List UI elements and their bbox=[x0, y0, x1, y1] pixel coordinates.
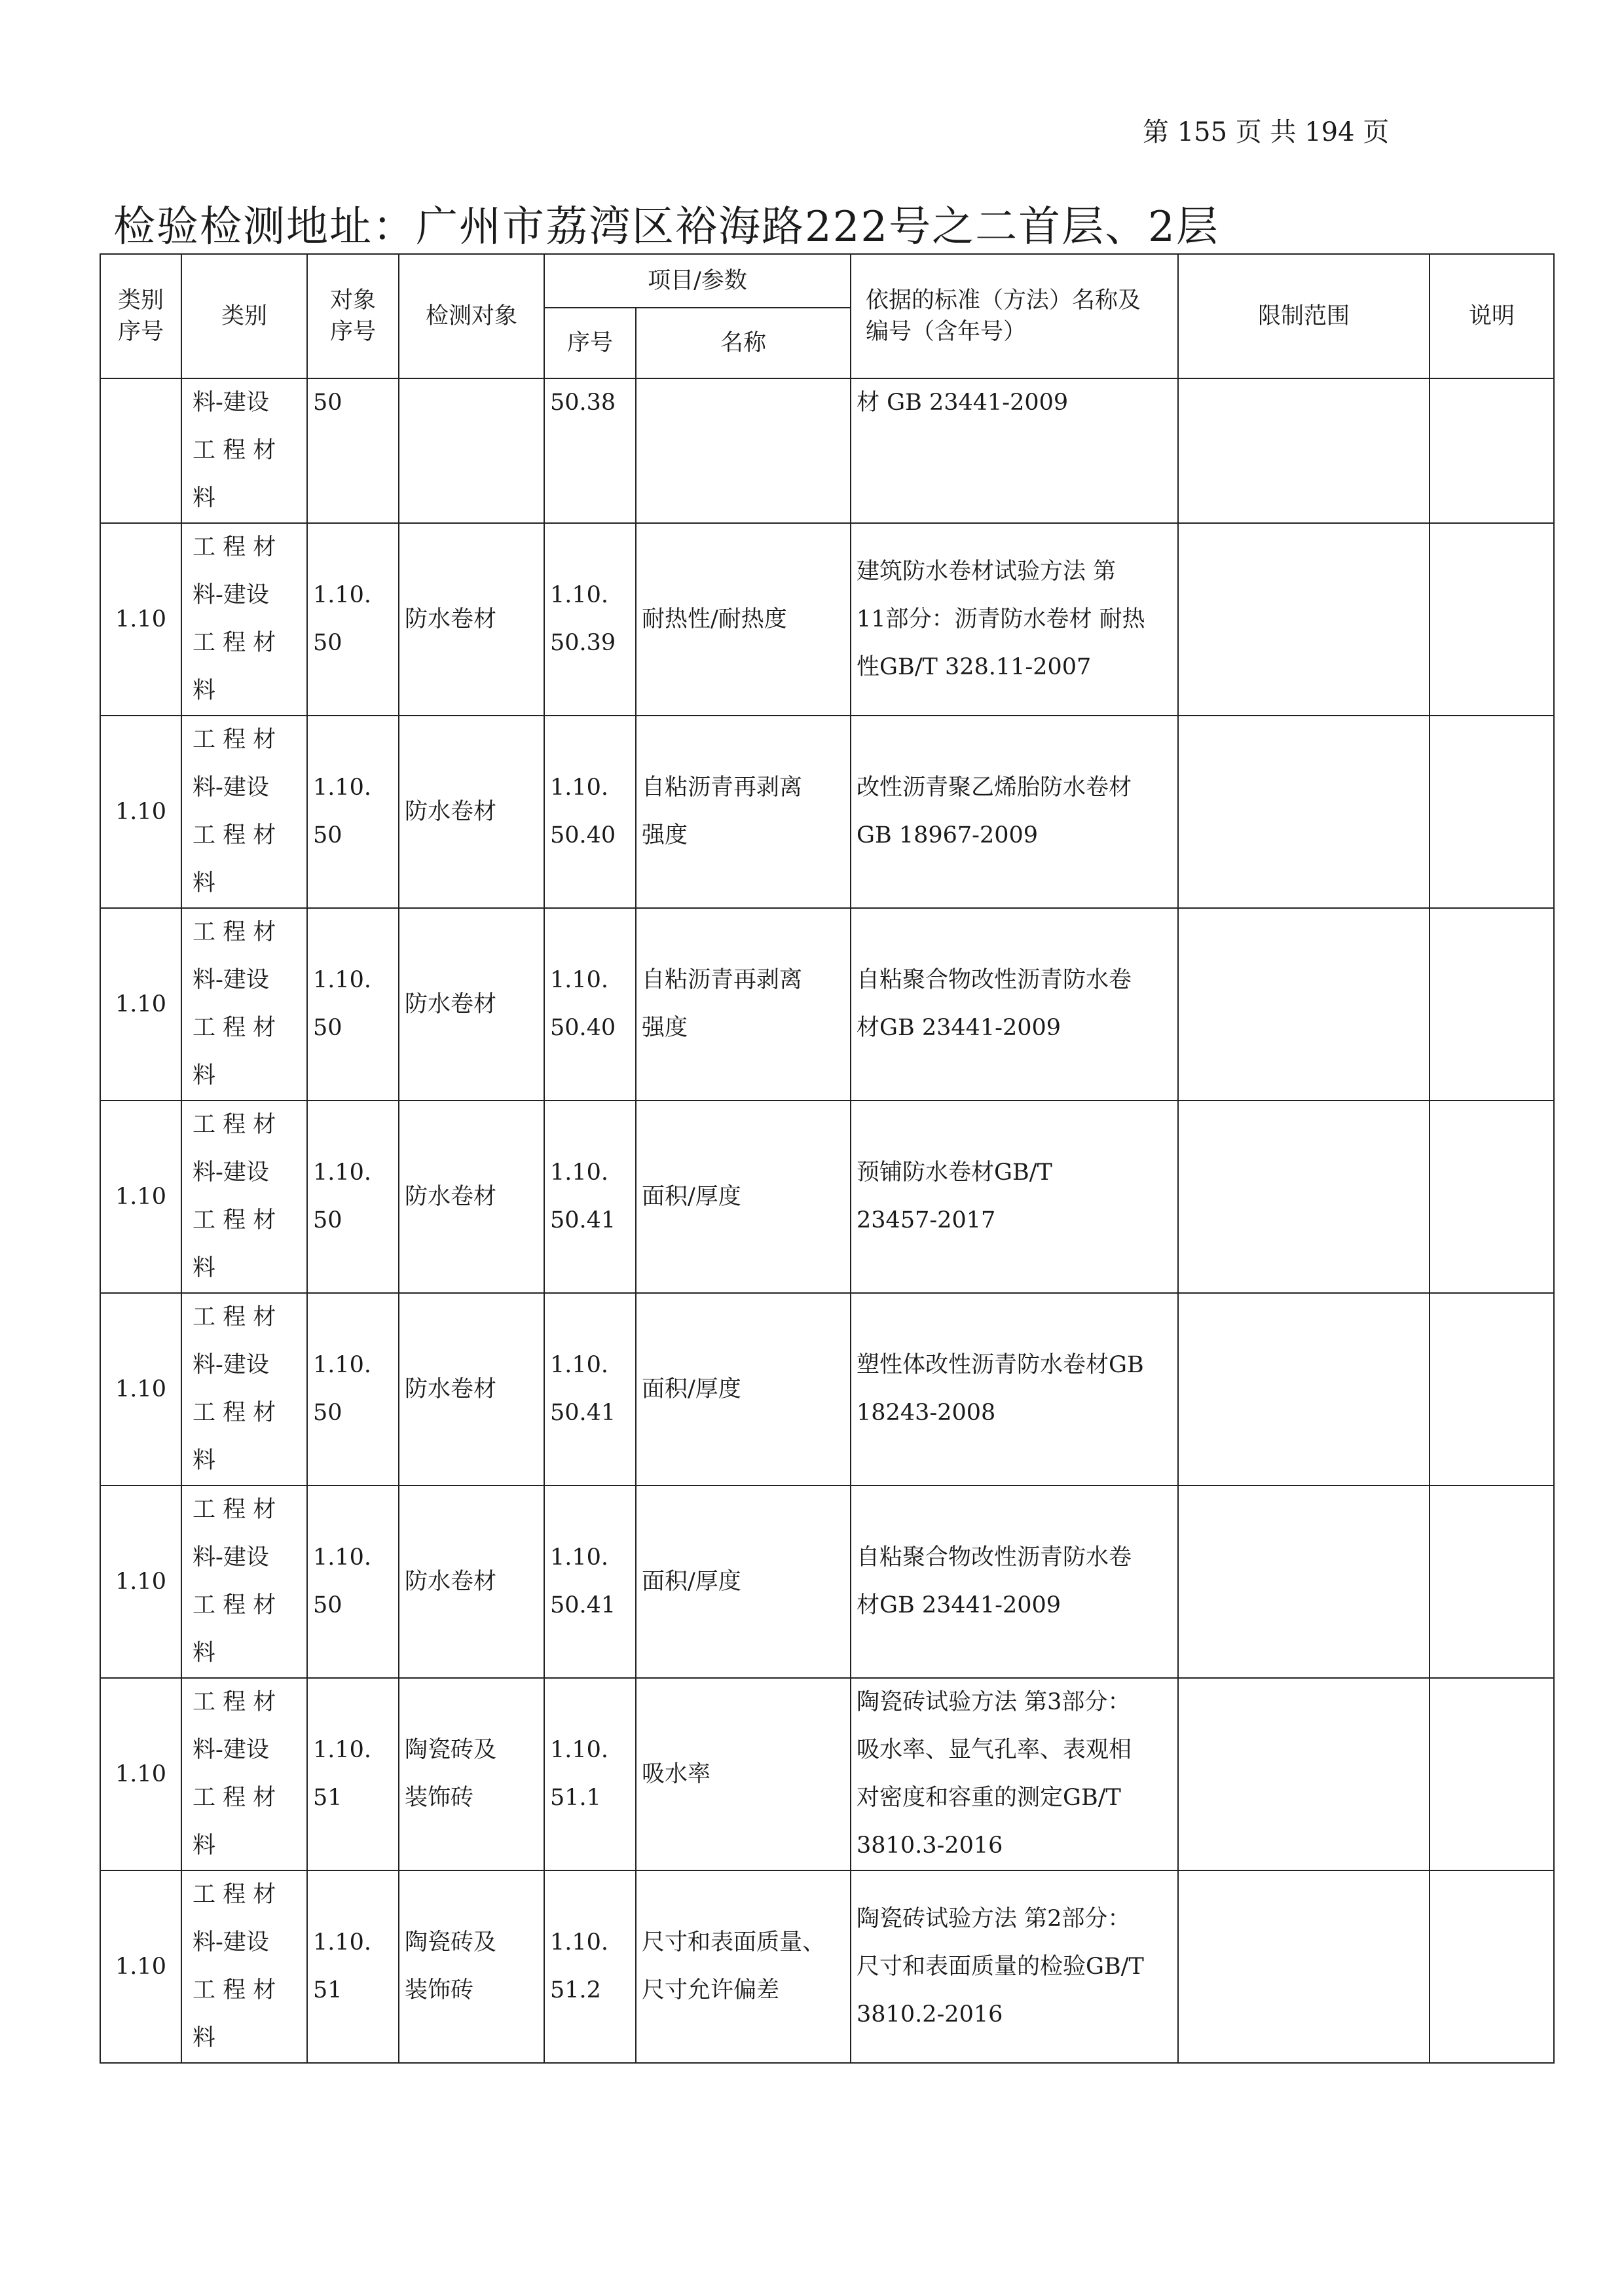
col-param-name: 名称 bbox=[636, 308, 851, 378]
cell-object: 防水卷材 bbox=[399, 1101, 544, 1293]
cell-standard: 自粘聚合物改性沥青防水卷 材GB 23441-2009 bbox=[851, 908, 1178, 1101]
cell-object: 防水卷材 bbox=[399, 523, 544, 716]
cell-standard: 材 GB 23441-2009 bbox=[851, 378, 1178, 523]
cell-obj-no: 1.10. 50 bbox=[307, 1293, 399, 1485]
table-row bbox=[100, 1485, 1554, 1678]
cell-standard: 自粘聚合物改性沥青防水卷 材GB 23441-2009 bbox=[851, 1485, 1178, 1678]
cell-note bbox=[1430, 716, 1554, 908]
table-row bbox=[100, 1678, 1554, 1870]
cell-param-no: 1.10. 50.41 bbox=[544, 1101, 636, 1293]
col-param-group: 项目/参数 bbox=[544, 254, 851, 308]
cell-object: 防水卷材 bbox=[399, 1293, 544, 1485]
cell-param-no: 1.10. 50.39 bbox=[544, 523, 636, 716]
table-row bbox=[100, 523, 1554, 716]
table-row bbox=[100, 716, 1554, 908]
cell-param-no: 1.10. 50.40 bbox=[544, 716, 636, 908]
col-note: 说明 bbox=[1430, 254, 1554, 378]
col-category: 类别 bbox=[181, 254, 307, 378]
cell-obj-no: 1.10. 51 bbox=[307, 1678, 399, 1870]
col-cat-no: 类别 序号 bbox=[100, 254, 181, 378]
cell-obj-no: 50 bbox=[307, 378, 399, 523]
cell-param-name: 面积/厚度 bbox=[636, 1485, 851, 1678]
cell-param-name: 面积/厚度 bbox=[636, 1293, 851, 1485]
cell-note bbox=[1430, 523, 1554, 716]
cell-param-name: 自粘沥青再剥离 强度 bbox=[636, 716, 851, 908]
cell-param-no: 50.38 bbox=[544, 378, 636, 523]
cell-cat-no: 1.10 bbox=[100, 908, 181, 1101]
cell-cat-no bbox=[100, 378, 181, 523]
cell-cat-no: 1.10 bbox=[100, 716, 181, 908]
cell-obj-no: 1.10. 50 bbox=[307, 523, 399, 716]
cell-object: 防水卷材 bbox=[399, 1485, 544, 1678]
cell-category: 工 程 材 料-建设 工 程 材 料 bbox=[181, 1485, 307, 1678]
cell-limit bbox=[1178, 908, 1430, 1101]
cell-note bbox=[1430, 1101, 1554, 1293]
testing-address: 检验检测地址：广州市荔湾区裕海路222号之二首层、2层 bbox=[113, 203, 1219, 251]
col-param-no: 序号 bbox=[544, 308, 636, 378]
cell-param-name bbox=[636, 378, 851, 523]
table-row bbox=[100, 1293, 1554, 1485]
cell-limit bbox=[1178, 378, 1430, 523]
cell-limit bbox=[1178, 1101, 1430, 1293]
cell-category: 料-建设 工 程 材 料 bbox=[181, 378, 307, 523]
cell-standard: 预铺防水卷材GB/T 23457-2017 bbox=[851, 1101, 1178, 1293]
cell-note bbox=[1430, 1485, 1554, 1678]
col-limit: 限制范围 bbox=[1178, 254, 1430, 378]
table-row bbox=[100, 378, 1554, 523]
cell-limit bbox=[1178, 1870, 1430, 2063]
cell-category: 工 程 材 料-建设 工 程 材 料 bbox=[181, 1870, 307, 2063]
cell-object: 防水卷材 bbox=[399, 908, 544, 1101]
scope-table bbox=[100, 253, 1555, 2064]
cell-limit bbox=[1178, 1678, 1430, 1870]
cell-category: 工 程 材 料-建设 工 程 材 料 bbox=[181, 1293, 307, 1485]
cell-param-no: 1.10. 50.41 bbox=[544, 1293, 636, 1485]
cell-standard: 建筑防水卷材试验方法 第 11部分：沥青防水卷材 耐热 性GB/T 328.11-2007 bbox=[851, 523, 1178, 716]
col-obj-no: 对象 序号 bbox=[307, 254, 399, 378]
cell-standard: 改性沥青聚乙烯胎防水卷材 GB 18967-2009 bbox=[851, 716, 1178, 908]
cell-cat-no: 1.10 bbox=[100, 1485, 181, 1678]
page-number: 第 155 页 共 194 页 bbox=[1143, 117, 1390, 147]
cell-object bbox=[399, 378, 544, 523]
table-row bbox=[100, 1101, 1554, 1293]
cell-object: 陶瓷砖及 装饰砖 bbox=[399, 1678, 544, 1870]
cell-object: 陶瓷砖及 装饰砖 bbox=[399, 1870, 544, 2063]
cell-obj-no: 1.10. 50 bbox=[307, 716, 399, 908]
cell-param-name: 尺寸和表面质量、 尺寸允许偏差 bbox=[636, 1870, 851, 2063]
cell-cat-no: 1.10 bbox=[100, 1293, 181, 1485]
cell-param-no: 1.10. 51.2 bbox=[544, 1870, 636, 2063]
cell-param-name: 自粘沥青再剥离 强度 bbox=[636, 908, 851, 1101]
cell-limit bbox=[1178, 1485, 1430, 1678]
cell-cat-no: 1.10 bbox=[100, 523, 181, 716]
cell-category: 工 程 材 料-建设 工 程 材 料 bbox=[181, 716, 307, 908]
col-standard: 依据的标准（方法）名称及 编号（含年号） bbox=[851, 254, 1178, 378]
cell-obj-no: 1.10. 50 bbox=[307, 908, 399, 1101]
cell-standard: 塑性体改性沥青防水卷材GB 18243-2008 bbox=[851, 1293, 1178, 1485]
cell-param-no: 1.10. 51.1 bbox=[544, 1678, 636, 1870]
cell-standard: 陶瓷砖试验方法 第2部分： 尺寸和表面质量的检验GB/T 3810.2-2016 bbox=[851, 1870, 1178, 2063]
cell-cat-no: 1.10 bbox=[100, 1101, 181, 1293]
cell-limit bbox=[1178, 1293, 1430, 1485]
cell-param-no: 1.10. 50.41 bbox=[544, 1485, 636, 1678]
cell-limit bbox=[1178, 716, 1430, 908]
cell-category: 工 程 材 料-建设 工 程 材 料 bbox=[181, 523, 307, 716]
cell-obj-no: 1.10. 50 bbox=[307, 1485, 399, 1678]
cell-note bbox=[1430, 378, 1554, 523]
cell-note bbox=[1430, 908, 1554, 1101]
col-object: 检测对象 bbox=[399, 254, 544, 378]
table-row bbox=[100, 908, 1554, 1101]
cell-object: 防水卷材 bbox=[399, 716, 544, 908]
cell-category: 工 程 材 料-建设 工 程 材 料 bbox=[181, 1678, 307, 1870]
cell-category: 工 程 材 料-建设 工 程 材 料 bbox=[181, 908, 307, 1101]
table-row bbox=[100, 1870, 1554, 2063]
cell-limit bbox=[1178, 523, 1430, 716]
cell-note bbox=[1430, 1678, 1554, 1870]
cell-category: 工 程 材 料-建设 工 程 材 料 bbox=[181, 1101, 307, 1293]
cell-obj-no: 1.10. 51 bbox=[307, 1870, 399, 2063]
cell-standard: 陶瓷砖试验方法 第3部分： 吸水率、显气孔率、表观相 对密度和容重的测定GB/T 3810.3-2016 bbox=[851, 1678, 1178, 1870]
cell-cat-no: 1.10 bbox=[100, 1678, 181, 1870]
cell-obj-no: 1.10. 50 bbox=[307, 1101, 399, 1293]
cell-cat-no: 1.10 bbox=[100, 1870, 181, 2063]
cell-note bbox=[1430, 1293, 1554, 1485]
cell-param-name: 吸水率 bbox=[636, 1678, 851, 1870]
cell-param-name: 耐热性/耐热度 bbox=[636, 523, 851, 716]
cell-note bbox=[1430, 1870, 1554, 2063]
cell-param-name: 面积/厚度 bbox=[636, 1101, 851, 1293]
cell-param-no: 1.10. 50.40 bbox=[544, 908, 636, 1101]
